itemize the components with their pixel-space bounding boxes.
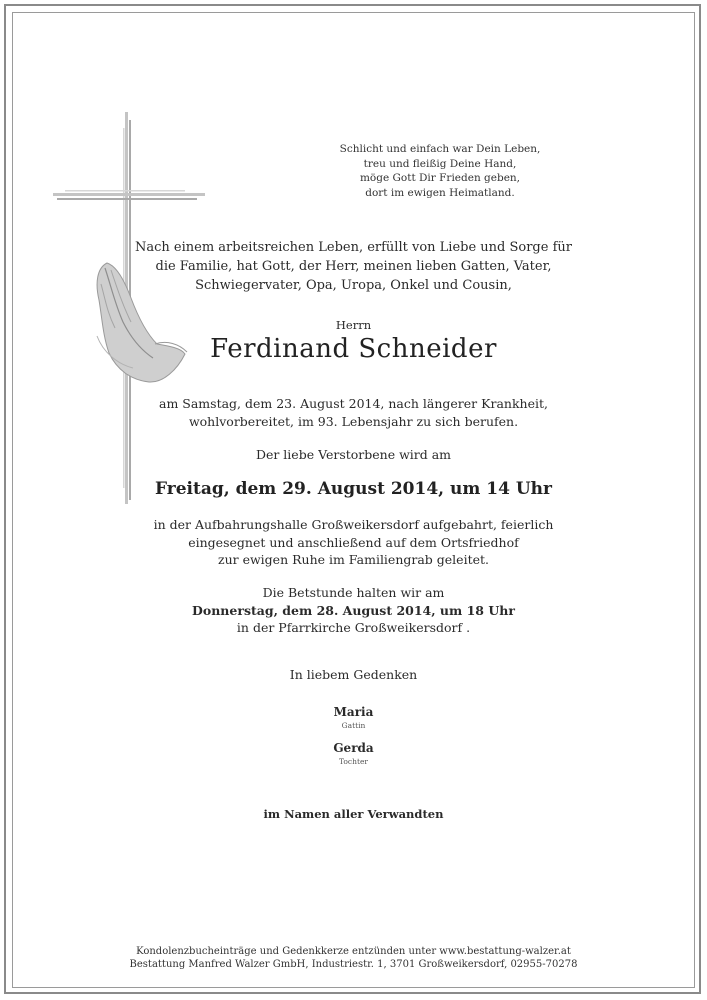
ceremony-text [0,516,707,569]
prayer-location: in der Pfarrkirche Großweikersdorf . [236,620,471,635]
verse [330,142,550,200]
mourner-role: Gattin [341,721,366,730]
mourner-name: Maria [333,705,374,719]
footer [0,945,707,971]
intro-text [0,238,707,295]
death-notice [0,395,707,431]
ceremony-line: zur ewigen Ruhe im Familiengrab geleitet. [218,552,489,567]
footer-line: Kondolenzbucheinträge und Gedenkkerze entzünden unter www.bestattung-walzer.at [136,946,571,957]
intro-line: Schwiegervater, Opa, Uropa, Onkel und Cousin, [195,278,512,293]
verse-line: treu und fleißig Deine Hand, [363,157,517,170]
prayer-intro: Die Betstunde halten wir am [262,585,445,600]
ceremony-line: eingesegnet und anschließend auf dem Ortsfriedhof [188,534,519,550]
mourner-name: Gerda [333,741,374,755]
salutation: Herrn [335,318,372,332]
verse-line: Schlicht und einfach war Dein Leben, [339,143,541,155]
intro-line: Nach einem arbeitsreichen Leben, erfüllt von Liebe und Sorge für [135,240,572,255]
death-notice-line: am Samstag, dem 23. August 2014, nach längerer Krankheit, [159,396,548,411]
relatives-line: im Namen aller Verwandten [263,807,444,821]
funeral-date: Freitag, dem 29. August 2014, um 14 Uhr [155,479,552,499]
prayer-hour [0,584,707,637]
prayer-date: Donnerstag, dem 28. August 2014, um 18 Uhr [192,602,515,618]
intro-line: die Familie, hat Gott, der Herr, meinen lieben Gatten, Vater, [155,259,552,274]
ceremony-line: in der Aufbahrungshalle Großweikersdorf aufgebahrt, feierlich [153,517,554,532]
death-notice-line: wohlvorbereitet, im 93. Lebensjahr zu sich berufen. [188,414,519,429]
verse-line: dort im ewigen Heimatland. [365,186,515,199]
memory-line: In liebem Gedenken [289,667,418,682]
footer-line: Bestattung Manfred Walzer GmbH, Industriestr. 1, 3701 Großweikersdorf, 02955-70278 [129,959,578,970]
deceased-name: Ferdinand Schneider [210,334,497,364]
announcement: Der liebe Verstorbene wird am [255,447,452,462]
mourner-role: Tochter [338,757,368,766]
verse-line: möge Gott Dir Frieden geben, [359,172,521,184]
